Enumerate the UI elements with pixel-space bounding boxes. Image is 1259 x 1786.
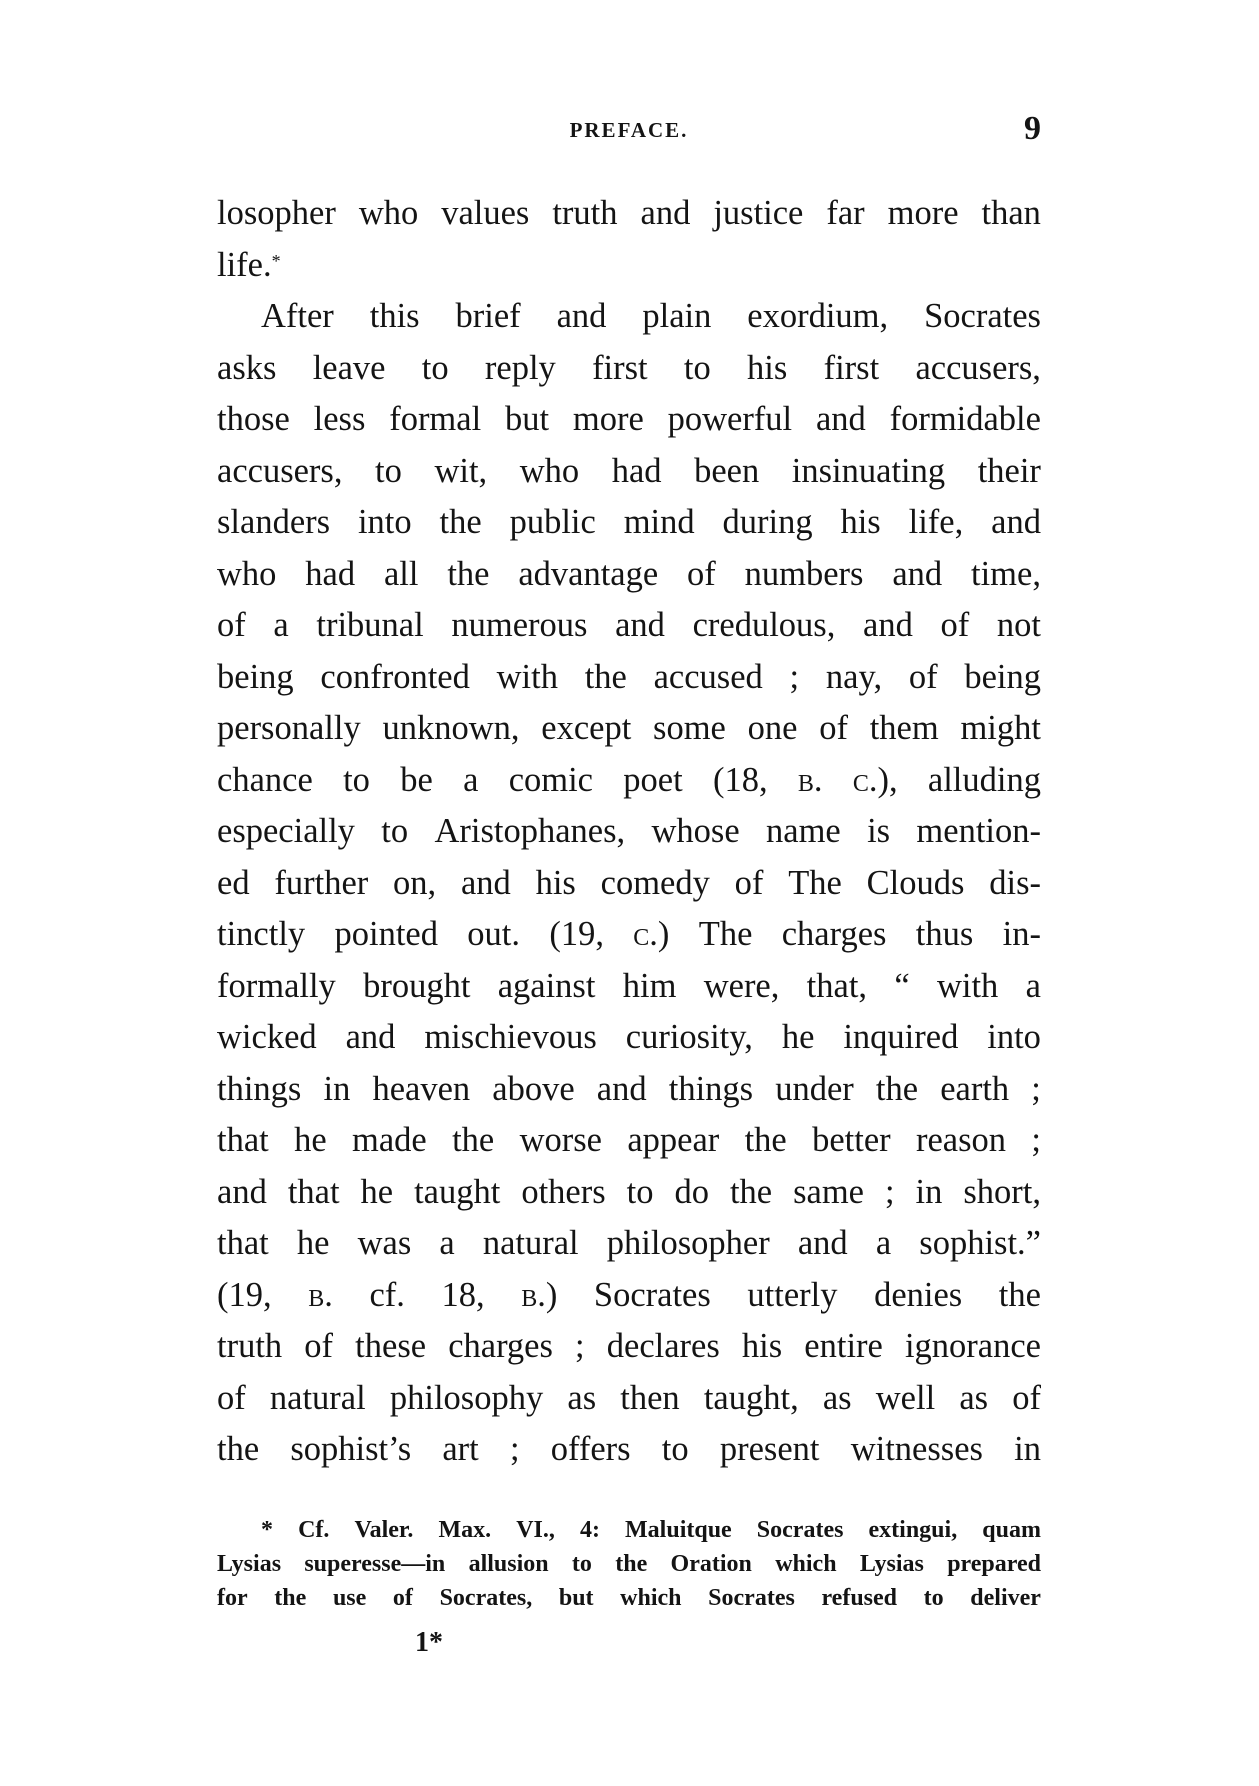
- body-text: [217, 188, 1041, 1476]
- body-line: [217, 1424, 1041, 1476]
- body-word: who: [217, 554, 277, 593]
- body-word: he: [360, 1172, 394, 1211]
- body-line: [217, 549, 1041, 601]
- body-word: advantage: [518, 554, 659, 593]
- body-word: were,: [703, 966, 780, 1005]
- body-word: natural: [482, 1224, 579, 1262]
- body-word: this: [369, 297, 420, 335]
- body-line: [217, 497, 1041, 549]
- body-word: offers: [550, 1430, 631, 1468]
- body-word: dis-: [989, 863, 1041, 902]
- body-word: the: [584, 657, 627, 696]
- body-word: plain: [642, 297, 712, 335]
- body-word: wit,: [434, 451, 488, 490]
- body-word: and: [797, 1224, 848, 1262]
- body-word: the: [729, 1172, 773, 1211]
- body-word: in: [1014, 1430, 1041, 1468]
- body-word: all: [383, 554, 419, 593]
- body-word: first: [592, 348, 648, 387]
- body-word: less: [313, 400, 366, 438]
- body-word: sophist.”: [919, 1224, 1041, 1262]
- body-word: confronted: [320, 657, 470, 696]
- body-word: to: [683, 348, 711, 387]
- body-word: the: [217, 1430, 260, 1468]
- body-word: reason: [915, 1121, 1007, 1159]
- body-word: c.),: [852, 760, 898, 799]
- body-word: (19,: [217, 1275, 272, 1314]
- body-word: witnesses: [850, 1430, 983, 1468]
- body-word: during: [722, 503, 813, 541]
- body-word: being: [217, 657, 294, 696]
- body-word: truth: [217, 1327, 283, 1365]
- footnote-word: VI.,: [516, 1517, 555, 1543]
- body-word: except: [541, 709, 632, 747]
- body-word: he: [781, 1018, 815, 1056]
- body-line: [217, 600, 1041, 652]
- body-word: “: [894, 966, 910, 1005]
- body-word: art: [442, 1430, 479, 1468]
- body-word: 18,: [441, 1275, 485, 1314]
- body-word: thus: [915, 915, 974, 953]
- body-word: b.: [308, 1275, 333, 1314]
- body-word: far: [826, 194, 865, 232]
- body-word: of: [217, 606, 246, 644]
- body-word: not: [996, 606, 1041, 644]
- body-word: that: [217, 1121, 269, 1159]
- body-word: charges: [448, 1327, 553, 1365]
- body-word: truth: [552, 194, 618, 232]
- body-word: b.): [521, 1275, 558, 1314]
- footnote-word: Max.: [438, 1517, 492, 1543]
- body-word: asks: [217, 348, 277, 387]
- body-line: [217, 188, 1041, 240]
- body-word: out.: [467, 915, 521, 953]
- body-word: in: [323, 1069, 351, 1108]
- body-word: accusers,: [217, 451, 343, 490]
- body-word: denies: [874, 1275, 963, 1314]
- footnote-word: to: [571, 1551, 592, 1577]
- body-word: further: [274, 863, 369, 902]
- body-word: formally: [217, 966, 336, 1005]
- body-word: as: [822, 1378, 852, 1417]
- body-word: of: [217, 1378, 246, 1417]
- footnote-word: quam: [982, 1517, 1041, 1543]
- body-word: and: [460, 863, 511, 902]
- body-word: ;: [509, 1430, 520, 1468]
- body-word: poet: [623, 760, 683, 799]
- body-word: Clouds: [866, 863, 965, 902]
- body-word: first: [823, 348, 880, 387]
- body-word: exordium,: [747, 297, 889, 335]
- body-word: credulous,: [692, 606, 836, 644]
- body-word: utterly: [747, 1275, 838, 1314]
- body-word: mind: [623, 503, 695, 541]
- body-word: inquired: [843, 1018, 959, 1056]
- body-word: the: [998, 1275, 1041, 1314]
- body-word: to: [421, 348, 449, 387]
- body-word: philosopher: [606, 1224, 770, 1262]
- body-line: [217, 1270, 1041, 1322]
- body-word: cf.: [369, 1275, 405, 1314]
- body-line: [217, 394, 1041, 446]
- body-word: tinctly: [217, 915, 306, 953]
- body-word: brief: [455, 297, 521, 335]
- footnote-word: Lysias: [217, 1551, 282, 1577]
- body-word: a: [463, 760, 479, 799]
- body-word: a: [273, 606, 289, 644]
- body-line: [217, 806, 1041, 858]
- body-word: whose: [651, 812, 740, 850]
- body-word: charges: [781, 915, 887, 953]
- body-word: values: [441, 194, 530, 232]
- body-word: short,: [963, 1172, 1041, 1211]
- body-word: numerous: [451, 606, 588, 644]
- body-word: and: [863, 606, 913, 644]
- body-word: same: [793, 1172, 864, 1211]
- footnote: [217, 1513, 1041, 1615]
- body-word: mischievous: [424, 1018, 597, 1056]
- body-word: curiosity,: [625, 1018, 753, 1056]
- body-word: had: [611, 451, 662, 490]
- body-word: in: [915, 1172, 943, 1211]
- body-word: things: [217, 1069, 302, 1108]
- body-word: on,: [393, 863, 437, 902]
- body-word: ignorance: [904, 1327, 1041, 1365]
- body-word: well: [875, 1378, 936, 1417]
- body-word: declares: [606, 1327, 720, 1365]
- footnote-word: allusion: [468, 1551, 549, 1577]
- body-word: of: [819, 709, 848, 747]
- body-word: the: [452, 1121, 495, 1159]
- body-word: against: [497, 966, 596, 1005]
- body-word: and: [892, 554, 943, 593]
- body-word: the: [447, 554, 490, 593]
- body-word: brought: [363, 966, 471, 1005]
- body-word: comedy: [600, 863, 710, 902]
- body-word: numbers: [744, 554, 864, 593]
- body-word: ;: [575, 1327, 585, 1365]
- body-word: some: [653, 709, 726, 747]
- body-word: that: [217, 1224, 269, 1262]
- signature-mark: 1*: [415, 1627, 443, 1658]
- body-word: as: [567, 1378, 597, 1417]
- body-word: made: [352, 1121, 427, 1159]
- body-word: the: [744, 1121, 787, 1159]
- body-word: accused: [653, 657, 763, 696]
- footnote-line: [217, 1513, 1041, 1547]
- running-head: [217, 112, 1041, 152]
- body-word: and: [596, 1069, 647, 1108]
- body-word: to: [381, 812, 409, 850]
- body-word: to: [626, 1172, 654, 1211]
- body-word: he: [294, 1121, 327, 1159]
- body-word: that,: [806, 966, 868, 1005]
- body-word: do: [674, 1172, 709, 1211]
- body-word: ;: [789, 657, 800, 696]
- body-word: with: [936, 966, 999, 1005]
- body-word: but: [504, 400, 550, 438]
- body-word: especially: [217, 812, 355, 850]
- footnote-word: but: [558, 1585, 594, 1611]
- footnote-word: prepared: [947, 1551, 1041, 1577]
- body-word: wicked: [217, 1018, 317, 1056]
- body-word: leave: [312, 348, 386, 387]
- body-word: of: [1012, 1378, 1041, 1417]
- body-word: slanders: [217, 503, 331, 541]
- body-word: of: [304, 1327, 334, 1365]
- body-word: ed: [217, 863, 250, 902]
- body-word: being: [964, 657, 1041, 696]
- body-word: he: [296, 1224, 330, 1262]
- body-word: better: [812, 1121, 891, 1159]
- body-line: [217, 909, 1041, 961]
- body-word: been: [694, 451, 760, 490]
- body-word: as: [959, 1378, 989, 1417]
- body-word: present: [719, 1430, 820, 1468]
- body-word: philosophy: [389, 1378, 544, 1417]
- body-word: name: [766, 812, 841, 850]
- footnote-word: the: [274, 1585, 307, 1611]
- body-word: entire: [804, 1327, 883, 1365]
- footnote-word: 4:: [579, 1517, 600, 1543]
- body-line: [217, 858, 1041, 910]
- body-line: [217, 1012, 1041, 1064]
- body-word: appear: [627, 1121, 720, 1159]
- body-word: his: [741, 1327, 783, 1365]
- body-word: and: [615, 606, 665, 644]
- footnote-word: Maluitque: [625, 1517, 732, 1543]
- body-word: mention-: [916, 812, 1041, 850]
- footnote-word: Socrates,: [439, 1585, 533, 1611]
- body-word: above: [492, 1069, 575, 1108]
- body-word: Socrates: [593, 1275, 711, 1314]
- body-line: [217, 652, 1041, 704]
- body-word: one: [747, 709, 798, 747]
- body-line: [217, 1321, 1041, 1373]
- body-word: more: [887, 194, 959, 232]
- body-word: and: [556, 297, 607, 335]
- body-word: formal: [389, 400, 482, 438]
- body-word: than: [981, 194, 1041, 232]
- body-word: more: [572, 400, 644, 438]
- body-word: formidable: [889, 400, 1041, 438]
- body-line: [217, 961, 1041, 1013]
- body-word: into: [987, 1018, 1041, 1056]
- footnote-word: superesse—in: [304, 1551, 446, 1577]
- body-word: and: [640, 194, 691, 232]
- body-word: of: [908, 657, 938, 696]
- body-word: (18,: [713, 760, 768, 799]
- body-word: After: [261, 297, 334, 335]
- body-word: their: [977, 451, 1041, 490]
- body-word: that: [287, 1172, 340, 1211]
- body-word: these: [355, 1327, 427, 1365]
- body-word: c.): [633, 915, 670, 953]
- body-word: life,: [908, 503, 964, 541]
- body-word: things: [668, 1069, 754, 1108]
- body-word: who: [519, 451, 580, 490]
- body-word: into: [357, 503, 412, 541]
- body-word: taught: [414, 1172, 501, 1211]
- body-word: heaven: [372, 1069, 471, 1108]
- body-word: to: [375, 451, 402, 490]
- body-word: justice: [713, 194, 804, 232]
- body-word: reply: [484, 348, 556, 387]
- body-word: taught,: [703, 1378, 799, 1417]
- body-word: his: [535, 863, 576, 902]
- footnote-line: [217, 1547, 1041, 1581]
- body-line: [217, 703, 1041, 755]
- body-word: worse: [519, 1121, 602, 1159]
- body-word: to: [343, 760, 370, 799]
- footnote-word: refused: [821, 1585, 898, 1611]
- footnote-word: Socrates: [756, 1517, 844, 1543]
- footnote-word: *: [261, 1517, 273, 1543]
- body-word: public: [509, 503, 596, 541]
- body-word: and: [991, 503, 1041, 541]
- body-word: earth: [940, 1069, 1010, 1108]
- body-word: and: [217, 1172, 267, 1211]
- body-word: losopher: [217, 194, 336, 232]
- body-line: [217, 240, 1041, 292]
- body-word: The: [698, 915, 753, 953]
- body-word: ;: [1031, 1069, 1041, 1108]
- body-word: those: [217, 400, 290, 438]
- body-word: ;: [884, 1172, 895, 1211]
- body-word: be: [400, 760, 433, 799]
- body-word: Aristophanes,: [434, 812, 626, 850]
- body-word: chance: [217, 760, 313, 799]
- body-word: was: [357, 1224, 412, 1262]
- body-word: of: [734, 863, 764, 902]
- body-word: a: [1025, 966, 1041, 1005]
- body-word: with: [496, 657, 558, 696]
- body-word: had: [305, 554, 356, 593]
- body-word: personally: [217, 709, 361, 747]
- body-word: (19,: [549, 915, 604, 953]
- body-word: ;: [1031, 1121, 1041, 1159]
- body-word: nay,: [825, 657, 883, 696]
- footnote-word: deliver: [970, 1585, 1041, 1611]
- body-word: them: [869, 709, 939, 747]
- body-word: his: [747, 348, 788, 387]
- body-word: comic: [508, 760, 593, 799]
- body-word: others: [521, 1172, 606, 1211]
- body-word: time,: [971, 554, 1041, 593]
- body-word: The: [788, 863, 842, 902]
- body-word: sophist’s: [290, 1430, 412, 1468]
- body-word: of: [940, 606, 970, 644]
- footnote-word: extingui,: [868, 1517, 958, 1543]
- body-line: [217, 1167, 1041, 1219]
- body-word: of: [687, 554, 716, 593]
- body-word: natural: [269, 1378, 366, 1417]
- body-line: [217, 343, 1041, 395]
- footnote-word: of: [392, 1585, 413, 1611]
- footnote-word: for: [217, 1585, 248, 1611]
- footnote-word: Socrates: [708, 1585, 795, 1611]
- body-word: under: [775, 1069, 854, 1108]
- body-word: tribunal: [316, 606, 424, 644]
- footnote-word: the: [615, 1551, 648, 1577]
- body-line: [217, 446, 1041, 498]
- body-word: who: [358, 194, 419, 232]
- body-line: [217, 1218, 1041, 1270]
- body-word: him: [622, 966, 677, 1005]
- body-word: and: [815, 400, 866, 438]
- body-word: and: [345, 1018, 396, 1056]
- body-word: his: [840, 503, 881, 541]
- body-word: might: [960, 709, 1041, 747]
- body-word: Socrates: [924, 297, 1041, 335]
- body-line: [217, 1064, 1041, 1116]
- footnote-line: [217, 1581, 1041, 1615]
- running-title: PREFACE.: [569, 118, 689, 142]
- footnote-word: Oration: [670, 1551, 752, 1577]
- body-word: life.: [217, 245, 272, 284]
- body-line: [217, 1373, 1041, 1425]
- body-word: insinuating: [791, 451, 946, 490]
- footnote-word: which: [620, 1585, 682, 1611]
- body-word: then: [620, 1378, 680, 1417]
- body-word: the: [875, 1069, 919, 1108]
- body-line: [217, 291, 1041, 343]
- footnote-marker: *: [271, 250, 281, 271]
- body-word: is: [867, 812, 891, 850]
- body-word: to: [661, 1430, 689, 1468]
- body-word: powerful: [667, 400, 793, 438]
- page-number: 9: [1024, 110, 1041, 147]
- footnote-word: Cf.: [298, 1517, 330, 1543]
- body-line: [217, 755, 1041, 807]
- footnote-word: to: [923, 1585, 944, 1611]
- body-word: a: [439, 1224, 455, 1262]
- footnote-word: use: [332, 1585, 367, 1611]
- body-word: unknown,: [382, 709, 520, 747]
- body-word: in-: [1002, 915, 1041, 953]
- body-word: a: [875, 1224, 892, 1262]
- body-word: the: [439, 503, 482, 541]
- footnote-word: Valer.: [354, 1517, 414, 1543]
- body-word: b.: [797, 760, 823, 799]
- body-line: [217, 1115, 1041, 1167]
- body-word: alluding: [927, 760, 1041, 799]
- body-word: accusers,: [915, 348, 1041, 387]
- footnote-word: Lysias: [859, 1551, 924, 1577]
- body-word: pointed: [334, 915, 438, 953]
- footnote-word: which: [775, 1551, 837, 1577]
